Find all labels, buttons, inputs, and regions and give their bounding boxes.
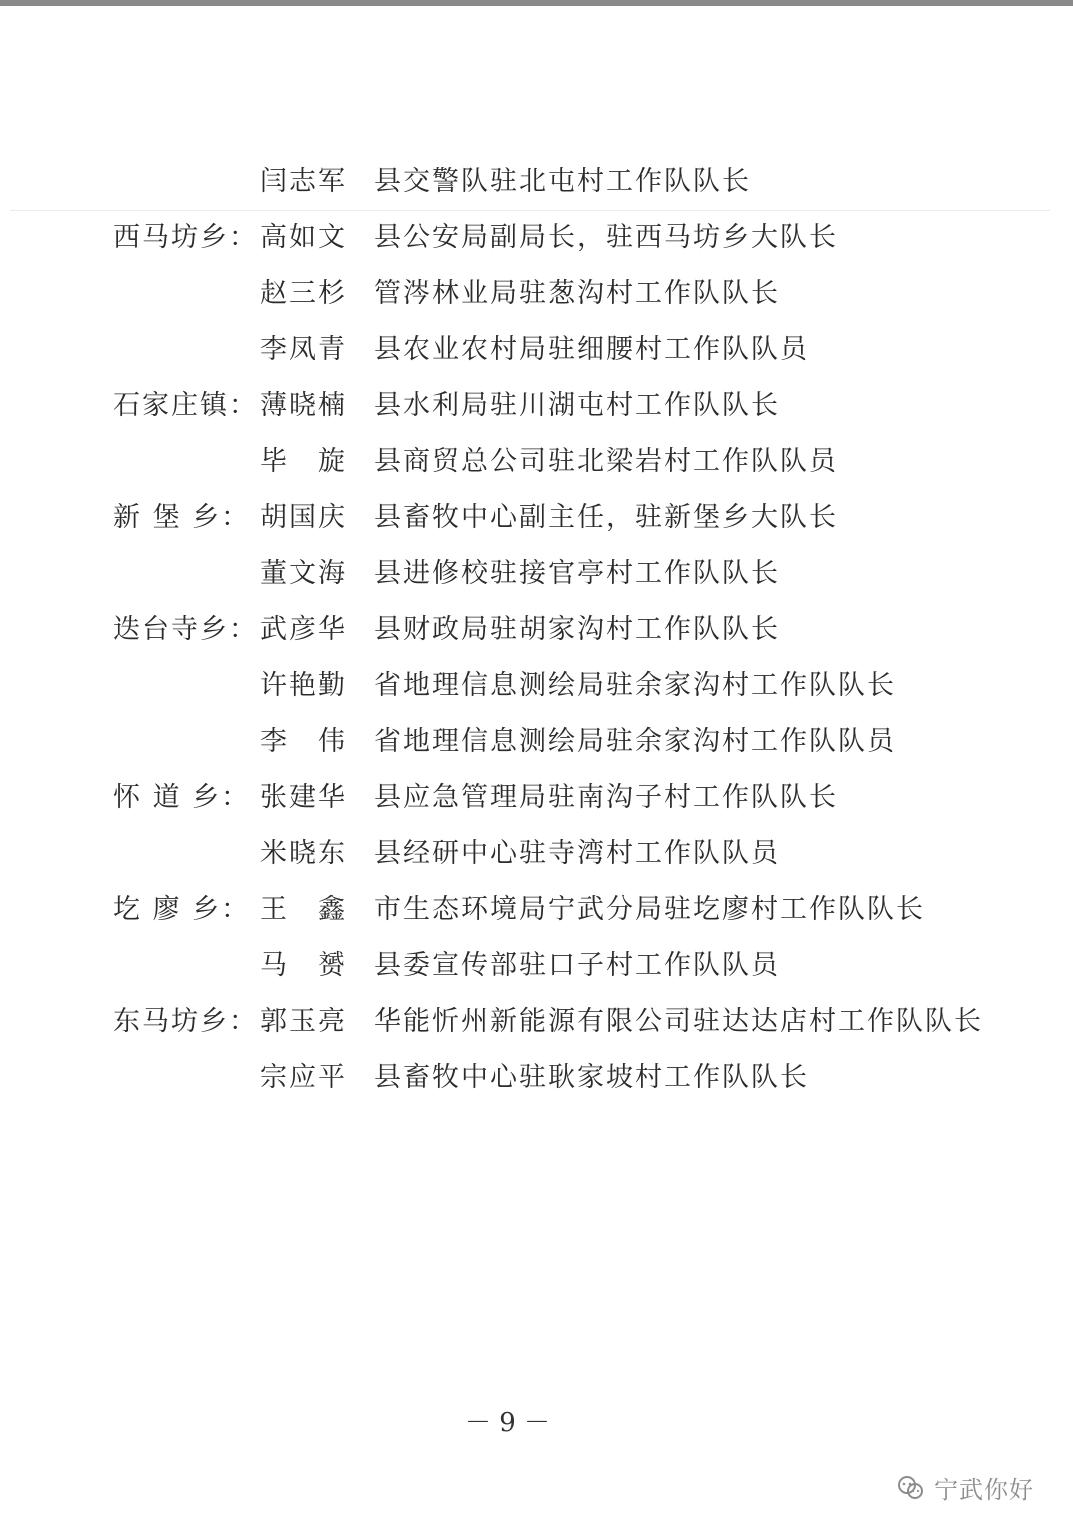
list-item xyxy=(0,266,1073,322)
post-title: 省地理信息测绘局驻余家沟村工作队队员 xyxy=(374,726,896,757)
person-name: 闫志军 xyxy=(260,166,347,197)
town-label: 圪 廖 乡： xyxy=(113,894,251,925)
person-name: 米晓东 xyxy=(260,838,347,869)
post-title: 县公安局副局长，驻西马坊乡大队长 xyxy=(374,222,838,253)
town-label: 西马坊乡： xyxy=(113,222,258,253)
post-title: 华能忻州新能源有限公司驻达达店村工作队队长 xyxy=(374,1006,983,1037)
list-item xyxy=(0,490,1073,546)
list-item xyxy=(0,770,1073,826)
post-title: 县委宣传部驻口子村工作队队员 xyxy=(374,950,780,981)
list-item xyxy=(0,826,1073,882)
list-item xyxy=(0,154,1073,210)
list-item xyxy=(0,322,1073,378)
person-name: 薄晓楠 xyxy=(260,390,347,421)
list-item xyxy=(0,938,1073,994)
post-title: 县经研中心驻寺湾村工作队队员 xyxy=(374,838,780,869)
list-item xyxy=(0,882,1073,938)
watermark xyxy=(896,1470,1034,1505)
list-item xyxy=(0,994,1073,1050)
town-label: 石家庄镇： xyxy=(113,390,258,421)
person-name: 宗应平 xyxy=(260,1062,347,1093)
post-title: 省地理信息测绘局驻余家沟村工作队队长 xyxy=(374,670,896,701)
post-title: 县交警队驻北屯村工作队队长 xyxy=(374,166,751,197)
top-border xyxy=(0,0,1073,6)
watermark-text: 宁武你好 xyxy=(934,1476,1034,1504)
list-item xyxy=(0,434,1073,490)
town-label: 新 堡 乡： xyxy=(113,502,251,533)
person-name: 郭玉亮 xyxy=(260,1006,347,1037)
person-name: 赵三杉 xyxy=(260,278,347,309)
post-title: 县进修校驻接官亭村工作队队长 xyxy=(374,558,780,589)
post-title: 市生态环境局宁武分局驻圪廖村工作队队长 xyxy=(374,894,925,925)
post-title: 县商贸总公司驻北梁岩村工作队队员 xyxy=(374,446,838,477)
person-name: 马 赟 xyxy=(260,950,347,981)
list-item xyxy=(0,658,1073,714)
post-title: 管涔林业局驻葱沟村工作队队长 xyxy=(374,278,780,309)
person-name: 胡国庆 xyxy=(260,502,347,533)
post-title: 县应急管理局驻南沟子村工作队队长 xyxy=(374,782,838,813)
town-label: 怀 道 乡： xyxy=(113,782,251,813)
person-name: 张建华 xyxy=(260,782,347,813)
post-title: 县财政局驻胡家沟村工作队队长 xyxy=(374,614,780,645)
person-name: 王 鑫 xyxy=(260,894,347,925)
list-item xyxy=(0,210,1073,266)
list-item xyxy=(0,1050,1073,1106)
post-title: 县农业农村局驻细腰村工作队队员 xyxy=(374,334,809,365)
person-name: 许艳勤 xyxy=(260,670,347,701)
person-name: 李 伟 xyxy=(260,726,347,757)
town-label: 迭台寺乡： xyxy=(113,614,258,645)
person-name: 高如文 xyxy=(260,222,347,253)
town-label: 东马坊乡： xyxy=(113,1006,258,1037)
person-name: 毕 旋 xyxy=(260,446,347,477)
post-title: 县水利局驻川湖屯村工作队队长 xyxy=(374,390,780,421)
list-item xyxy=(0,546,1073,602)
list-item xyxy=(0,378,1073,434)
list-item xyxy=(0,602,1073,658)
wechat-logo-icon xyxy=(896,1473,926,1503)
person-name: 董文海 xyxy=(260,558,347,589)
list-item xyxy=(0,714,1073,770)
personnel-list xyxy=(0,154,1073,1106)
person-name: 李凤青 xyxy=(260,334,347,365)
post-title: 县畜牧中心副主任，驻新堡乡大队长 xyxy=(374,502,838,533)
page-number: － 9 － xyxy=(464,1408,551,1438)
person-name: 武彦华 xyxy=(260,614,347,645)
post-title: 县畜牧中心驻耿家坡村工作队队长 xyxy=(374,1062,809,1093)
